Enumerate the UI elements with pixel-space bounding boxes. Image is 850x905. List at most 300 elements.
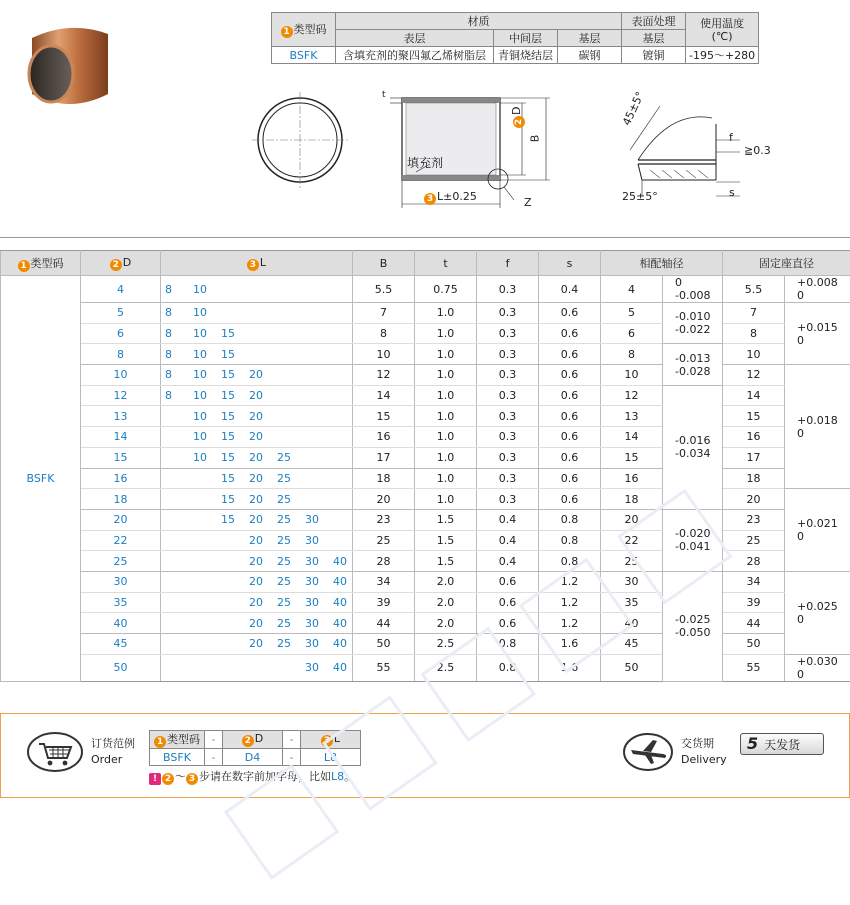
s-cell: 0.6 (539, 385, 601, 406)
l-cell (161, 468, 353, 489)
table-row (1, 489, 850, 510)
b-cell: 44 (353, 613, 415, 634)
s-cell: 0.6 (539, 447, 601, 468)
l-value: 15 (221, 513, 235, 527)
shaft-cell: 5 (601, 303, 663, 324)
s-cell: 0.6 (539, 406, 601, 427)
table-row (1, 344, 850, 365)
s-cell: 0.6 (539, 427, 601, 448)
shaft-cell: 45 (601, 634, 663, 655)
t-cell: 1.0 (415, 427, 477, 448)
l-cell (161, 447, 353, 468)
type-cell: BSFK (1, 276, 81, 682)
housing-cell: 18 (723, 468, 785, 489)
shaft-cell: 18 (601, 489, 663, 510)
f-cell: 0.3 (477, 427, 539, 448)
shaft-cell: 22 (601, 530, 663, 551)
col-f: f (477, 251, 539, 276)
dim-l-label: 3 L±0.25 (424, 190, 477, 205)
table-row (1, 323, 850, 344)
d-cell: 12 (81, 385, 161, 406)
d-cell: 50 (81, 654, 161, 681)
b-cell: 8 (353, 323, 415, 344)
order-example-box (0, 713, 850, 798)
shaft-cell: 6 (601, 323, 663, 344)
f-cell: 0.3 (477, 489, 539, 510)
shaft-cell: 12 (601, 385, 663, 406)
housing-tolerance-cell: +0.015 0 (785, 303, 850, 365)
spec-v-surface: 镀铜 (622, 47, 686, 64)
l-cell (161, 489, 353, 510)
shaft-cell: 30 (601, 571, 663, 592)
shaft-cell: 25 (601, 551, 663, 572)
col-type: 1 类型码 (1, 251, 81, 276)
table-row (1, 509, 850, 530)
l-value: 30 (305, 513, 319, 527)
s-cell: 0.6 (539, 323, 601, 344)
b-cell: 12 (353, 365, 415, 386)
l-cell (161, 634, 353, 655)
housing-tolerance-cell: +0.021 0 (785, 489, 850, 572)
l-value: 20 (249, 409, 263, 423)
order-h-l: 3 L (301, 731, 361, 749)
dimension-table (0, 250, 850, 682)
col-s: s (539, 251, 601, 276)
airplane-icon (623, 732, 673, 772)
l-value: 25 (277, 616, 291, 630)
shaft-cell: 15 (601, 447, 663, 468)
housing-cell: 39 (723, 592, 785, 613)
l-value: 25 (277, 554, 291, 568)
l-value: 8 (165, 389, 172, 403)
l-value: 15 (221, 327, 235, 341)
housing-cell: 55 (723, 654, 785, 681)
shaft-cell: 35 (601, 592, 663, 613)
housing-tolerance-cell: +0.025 0 (785, 571, 850, 654)
b-cell: 7 (353, 303, 415, 324)
table-row (1, 427, 850, 448)
l-value: 10 (193, 347, 207, 361)
f-cell: 0.8 (477, 654, 539, 681)
s-cell: 0.8 (539, 530, 601, 551)
shaft-tolerance-cell: -0.025 -0.050 (663, 571, 723, 681)
l-value: 15 (221, 389, 235, 403)
b-cell: 39 (353, 592, 415, 613)
t-cell: 1.5 (415, 551, 477, 572)
order-note: ! 2 ～ 3 步请在数字前加字母，比如L8。 (149, 768, 355, 785)
l-cell (161, 323, 353, 344)
l-value: 30 (305, 575, 319, 589)
f-cell: 0.3 (477, 468, 539, 489)
l-value: 20 (249, 451, 263, 465)
spec-v-top-layer: 含填充剂的聚四氟乙烯树脂层 (336, 47, 494, 64)
dim-s-label: s (729, 186, 735, 199)
b-cell: 15 (353, 406, 415, 427)
t-cell: 1.0 (415, 406, 477, 427)
l-value: 8 (165, 282, 172, 296)
f-cell: 0.4 (477, 551, 539, 572)
d-cell: 15 (81, 447, 161, 468)
housing-cell: 28 (723, 551, 785, 572)
b-cell: 34 (353, 571, 415, 592)
l-value: 8 (165, 327, 172, 341)
l-cell (161, 654, 353, 681)
l-cell (161, 385, 353, 406)
l-value: 10 (193, 306, 207, 320)
spec-h-temp: 使用温度 (℃) (686, 13, 759, 47)
l-value: 10 (193, 282, 207, 296)
dimension-table-body (1, 276, 850, 682)
f-cell: 0.6 (477, 571, 539, 592)
l-cell (161, 613, 353, 634)
housing-cell: 23 (723, 509, 785, 530)
b-cell: 10 (353, 344, 415, 365)
shaft-tolerance-cell: 0 -0.008 (663, 276, 723, 303)
l-value: 15 (221, 347, 235, 361)
f-cell: 0.3 (477, 406, 539, 427)
table-row (1, 654, 850, 681)
l-value: 20 (249, 513, 263, 527)
l-value: 20 (249, 575, 263, 589)
housing-cell: 14 (723, 385, 785, 406)
dim-d-label: 2D (510, 107, 525, 128)
housing-cell: 50 (723, 634, 785, 655)
housing-tolerance-cell: +0.030 0 (785, 654, 850, 681)
t-cell: 1.0 (415, 323, 477, 344)
l-value: 20 (249, 368, 263, 382)
delivery-days-badge: 5 天发货 (740, 733, 824, 755)
col-d: 2 D (81, 251, 161, 276)
l-value: 40 (333, 637, 347, 651)
housing-cell: 8 (723, 323, 785, 344)
t-cell: 2.0 (415, 571, 477, 592)
col-shaft: 相配轴径 (601, 251, 723, 276)
l-value: 20 (249, 637, 263, 651)
t-cell: 1.5 (415, 509, 477, 530)
s-cell: 1.2 (539, 613, 601, 634)
l-value: 15 (221, 451, 235, 465)
t-cell: 1.0 (415, 468, 477, 489)
l-value: 30 (305, 533, 319, 547)
l-value: 15 (221, 409, 235, 423)
ring-front-view (250, 90, 350, 190)
order-example-table: 1 类型码 - 2 D - 3 L BSFK - D4 - L8 (149, 730, 361, 766)
l-value: 15 (221, 430, 235, 444)
s-cell: 1.6 (539, 634, 601, 655)
s-cell: 1.2 (539, 571, 601, 592)
t-cell: 1.0 (415, 365, 477, 386)
col-housing: 固定座直径 (723, 251, 850, 276)
l-value: 10 (193, 430, 207, 444)
l-value: 20 (249, 595, 263, 609)
t-cell: 1.0 (415, 303, 477, 324)
spec-v-temp: -195～+280 (686, 47, 759, 64)
b-cell: 25 (353, 530, 415, 551)
l-value: 10 (193, 409, 207, 423)
housing-cell: 44 (723, 613, 785, 634)
l-value: 40 (333, 554, 347, 568)
f-cell: 0.3 (477, 323, 539, 344)
l-value: 8 (165, 368, 172, 382)
l-value: 20 (249, 554, 263, 568)
housing-cell: 7 (723, 303, 785, 324)
shaft-tolerance-cell: -0.020 -0.041 (663, 509, 723, 571)
l-value: 25 (277, 471, 291, 485)
shaft-cell: 10 (601, 365, 663, 386)
d-cell: 13 (81, 406, 161, 427)
s-cell: 0.6 (539, 468, 601, 489)
shaft-cell: 14 (601, 427, 663, 448)
b-cell: 5.5 (353, 276, 415, 303)
l-cell (161, 551, 353, 572)
t-cell: 0.75 (415, 276, 477, 303)
l-value: 10 (193, 368, 207, 382)
f-cell: 0.6 (477, 592, 539, 613)
table-row (1, 447, 850, 468)
t-cell: 1.0 (415, 447, 477, 468)
l-value: 25 (277, 513, 291, 527)
housing-cell: 25 (723, 530, 785, 551)
table-row (1, 365, 850, 386)
l-cell (161, 303, 353, 324)
s-cell: 0.6 (539, 489, 601, 510)
l-value: 25 (277, 492, 291, 506)
s-cell: 0.6 (539, 303, 601, 324)
l-value: 20 (249, 389, 263, 403)
f-cell: 0.4 (477, 509, 539, 530)
l-value: 20 (249, 492, 263, 506)
spec-h-material: 材质 (336, 13, 622, 30)
d-cell: 20 (81, 509, 161, 530)
l-cell (161, 427, 353, 448)
l-cell (161, 571, 353, 592)
l-cell (161, 406, 353, 427)
l-value: 25 (277, 595, 291, 609)
l-value: 10 (193, 451, 207, 465)
housing-cell: 12 (723, 365, 785, 386)
l-value: 30 (305, 616, 319, 630)
s-cell: 0.6 (539, 365, 601, 386)
table-row (1, 613, 850, 634)
t-cell: 2.5 (415, 634, 477, 655)
table-row (1, 551, 850, 572)
shopping-cart-icon (27, 732, 83, 772)
l-cell (161, 592, 353, 613)
d-cell: 16 (81, 468, 161, 489)
shaft-cell: 40 (601, 613, 663, 634)
l-value: 15 (221, 368, 235, 382)
f-cell: 0.6 (477, 613, 539, 634)
d-cell: 25 (81, 551, 161, 572)
order-label: 订货范例 Order (91, 737, 135, 766)
table-row (1, 276, 850, 303)
housing-cell: 10 (723, 344, 785, 365)
t-cell: 2.0 (415, 613, 477, 634)
bushing-photo (14, 14, 134, 114)
l-value: 40 (333, 616, 347, 630)
l-value: 8 (165, 347, 172, 361)
l-value: 25 (277, 575, 291, 589)
spec-h-type: 1 类型码 (272, 13, 336, 47)
angle-25-label: 25±5° (622, 190, 658, 203)
t-cell: 1.0 (415, 385, 477, 406)
s-cell: 0.6 (539, 344, 601, 365)
d-cell: 5 (81, 303, 161, 324)
order-v-type: BSFK (150, 749, 205, 766)
f-cell: 0.3 (477, 447, 539, 468)
dim-t-label: t (382, 90, 386, 100)
d-cell: 10 (81, 365, 161, 386)
d-cell: 45 (81, 634, 161, 655)
d-cell: 40 (81, 613, 161, 634)
b-cell: 14 (353, 385, 415, 406)
dim-b-label: B (528, 134, 542, 143)
l-value: 10 (193, 327, 207, 341)
l-value: 8 (165, 306, 172, 320)
dim-ge-label: ≧0.3 (744, 144, 771, 157)
f-cell: 0.3 (477, 344, 539, 365)
order-v-d: D4 (223, 749, 283, 766)
table-row (1, 406, 850, 427)
l-cell (161, 344, 353, 365)
spec-v-base-layer: 碳钢 (558, 47, 622, 64)
dim-f-label: f (729, 131, 733, 144)
d-cell: 35 (81, 592, 161, 613)
b-cell: 23 (353, 509, 415, 530)
delivery-label: 交货期 Delivery (681, 737, 727, 766)
d-cell: 18 (81, 489, 161, 510)
table-row (1, 592, 850, 613)
order-h-type: 1 类型码 (150, 731, 205, 749)
b-cell: 17 (353, 447, 415, 468)
f-cell: 0.8 (477, 634, 539, 655)
l-value: 40 (333, 575, 347, 589)
l-cell (161, 509, 353, 530)
l-cell (161, 276, 353, 303)
b-cell: 28 (353, 551, 415, 572)
f-cell: 0.3 (477, 365, 539, 386)
spec-h-surface: 表面处理 (622, 13, 686, 30)
f-cell: 0.3 (477, 276, 539, 303)
b-cell: 20 (353, 489, 415, 510)
table-row (1, 468, 850, 489)
l-value: 30 (305, 554, 319, 568)
shaft-cell: 4 (601, 276, 663, 303)
shaft-tolerance-cell: -0.016 -0.034 (663, 385, 723, 509)
warning-icon: ! (149, 773, 161, 785)
angle-45-label: 45±5° (620, 89, 647, 128)
d-cell: 8 (81, 344, 161, 365)
spec-v-mid-layer: 青铜烧结层 (494, 47, 558, 64)
d-cell: 6 (81, 323, 161, 344)
s-cell: 1.6 (539, 654, 601, 681)
shaft-cell: 50 (601, 654, 663, 681)
l-value: 20 (249, 471, 263, 485)
l-value: 30 (305, 595, 319, 609)
l-value: 20 (249, 430, 263, 444)
spec-v-type: BSFK (272, 47, 336, 64)
l-value: 40 (333, 595, 347, 609)
d-cell: 4 (81, 276, 161, 303)
product-header (0, 0, 850, 238)
table-row (1, 303, 850, 324)
filler-label: 填充剂 (407, 156, 444, 170)
housing-cell: 15 (723, 406, 785, 427)
b-cell: 16 (353, 427, 415, 448)
order-v-l: L8 (301, 749, 361, 766)
b-cell: 55 (353, 654, 415, 681)
table-row (1, 571, 850, 592)
l-cell (161, 365, 353, 386)
b-cell: 50 (353, 634, 415, 655)
col-b: B (353, 251, 415, 276)
table-row (1, 530, 850, 551)
l-value: 25 (277, 637, 291, 651)
shaft-cell: 20 (601, 509, 663, 530)
table-row (1, 634, 850, 655)
detail-z-label: Z (524, 196, 532, 209)
col-l: 3 L (161, 251, 353, 276)
t-cell: 1.0 (415, 344, 477, 365)
t-cell: 2.5 (415, 654, 477, 681)
spec-h-mid-layer: 中间层 (494, 30, 558, 47)
spec-h-base-layer2: 基层 (622, 30, 686, 47)
l-value: 40 (333, 661, 347, 675)
t-cell: 1.5 (415, 530, 477, 551)
shaft-tolerance-cell: -0.010 -0.022 (663, 303, 723, 344)
l-value: 30 (305, 661, 319, 675)
housing-cell: 34 (723, 571, 785, 592)
s-cell: 0.4 (539, 276, 601, 303)
housing-tolerance-cell: +0.018 0 (785, 365, 850, 489)
housing-cell: 16 (723, 427, 785, 448)
spec-h-top-layer: 表层 (336, 30, 494, 47)
b-cell: 18 (353, 468, 415, 489)
table-row (1, 385, 850, 406)
s-cell: 1.2 (539, 592, 601, 613)
l-value: 20 (249, 533, 263, 547)
order-h-d: 2 D (223, 731, 283, 749)
spec-h-base-layer: 基层 (558, 30, 622, 47)
l-value: 15 (221, 471, 235, 485)
d-cell: 22 (81, 530, 161, 551)
col-t: t (415, 251, 477, 276)
housing-cell: 5.5 (723, 276, 785, 303)
housing-cell: 20 (723, 489, 785, 510)
housing-cell: 17 (723, 447, 785, 468)
l-value: 25 (277, 533, 291, 547)
shaft-cell: 13 (601, 406, 663, 427)
f-cell: 0.3 (477, 385, 539, 406)
l-value: 30 (305, 637, 319, 651)
s-cell: 0.8 (539, 551, 601, 572)
t-cell: 2.0 (415, 592, 477, 613)
shaft-cell: 16 (601, 468, 663, 489)
l-value: 10 (193, 389, 207, 403)
spec-table (271, 12, 759, 64)
l-value: 25 (277, 451, 291, 465)
d-cell: 30 (81, 571, 161, 592)
shaft-tolerance-cell: -0.013 -0.028 (663, 344, 723, 385)
d-cell: 14 (81, 427, 161, 448)
f-cell: 0.4 (477, 530, 539, 551)
shaft-cell: 8 (601, 344, 663, 365)
l-value: 20 (249, 616, 263, 630)
housing-tolerance-cell: +0.008 0 (785, 276, 850, 303)
f-cell: 0.3 (477, 303, 539, 324)
t-cell: 1.0 (415, 489, 477, 510)
l-value: 15 (221, 492, 235, 506)
